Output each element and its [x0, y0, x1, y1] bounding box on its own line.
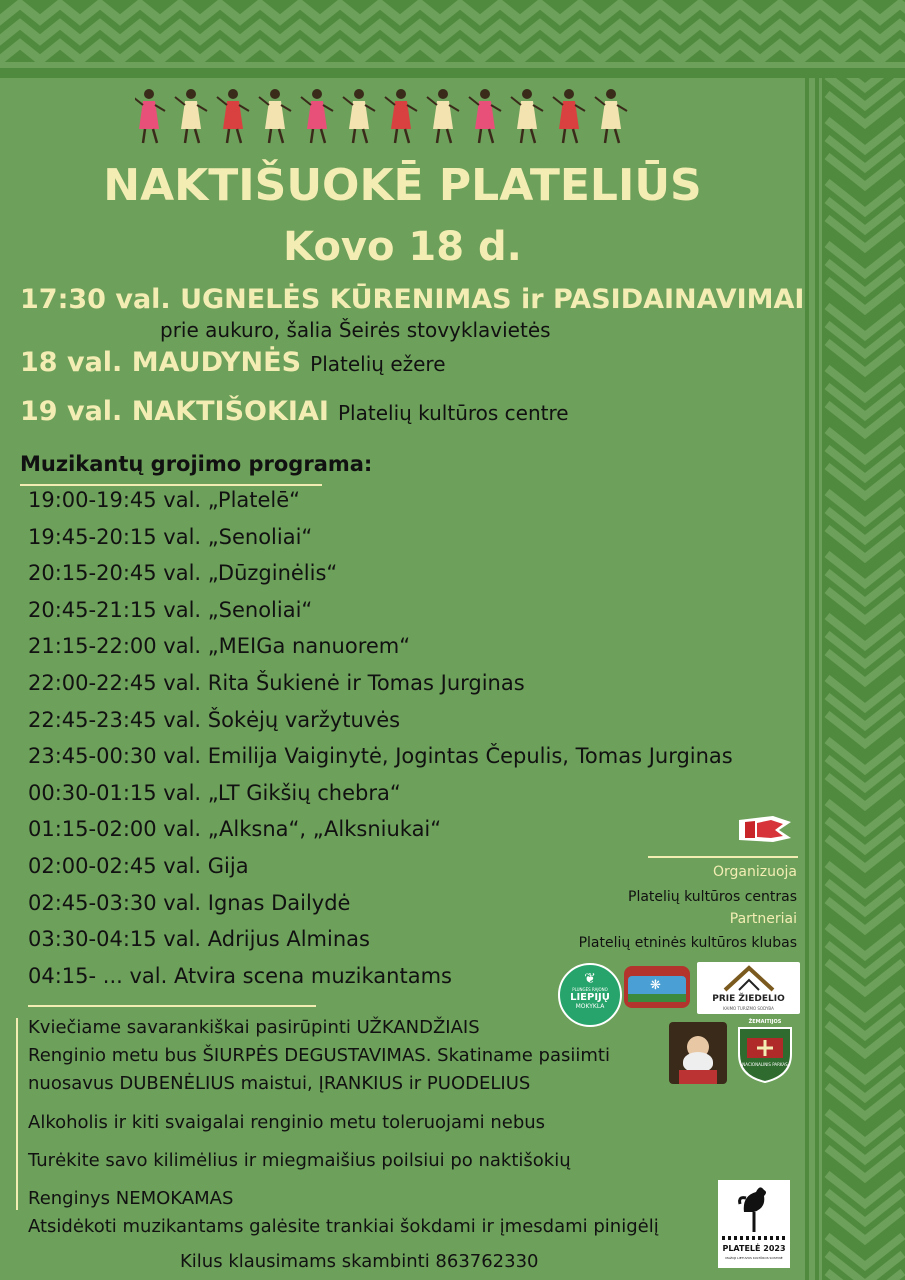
man-portrait-logo	[669, 1022, 727, 1084]
dancer-figure	[427, 89, 459, 143]
folk-dancers-illustration	[135, 85, 655, 147]
flower-icon: ❋	[650, 978, 661, 993]
program-item: 02:45-03:30 val. Ignas Dailydė	[28, 890, 351, 915]
organizers-divider	[648, 856, 798, 858]
program-bottom-divider	[28, 1005, 316, 1007]
program-item: 04:15- ... val. Atvira scena muzikantams	[28, 963, 452, 988]
platele-community-logo	[624, 966, 690, 1008]
program-item: 19:00-19:45 val. „Platelē“	[28, 488, 301, 512]
program-item: 01:15-02:00 val. „Alksna“, „Alksniukai“	[28, 817, 442, 842]
info-side-line	[16, 1018, 18, 1210]
program-item: 22:45-23:45 val. Šokėjų varžytuvės	[28, 707, 401, 732]
dancer-figure	[343, 89, 375, 143]
event-place-dances: Platelių kultūros centre	[338, 401, 569, 425]
liepiju-school-logo	[558, 963, 622, 1027]
program-heading-underline	[20, 484, 322, 486]
logo-school-sub: MOKYKLA	[575, 1003, 605, 1010]
partners-label: Partneriai	[729, 911, 797, 927]
info-mats: Turėkite savo kilimėlius ir miegmaišius poilsiui po naktišokių	[28, 1150, 571, 1171]
info-dishes: nuosavus DUBENĖLIUS maistui, ĮRANKIUS ir PUODELIUS	[28, 1073, 531, 1094]
event-item-bonfire: 17:30 val. UGNELĖS KŪRENIMAS ir PASIDAINAVIMAI	[20, 284, 805, 315]
dancer-figure	[385, 89, 417, 143]
rooster-icon	[734, 1182, 774, 1234]
flag-logo-icon	[735, 812, 795, 848]
info-free: Renginys NEMOKAMAS	[28, 1188, 234, 1209]
event-date: Kovo 18 d.	[283, 224, 522, 270]
dancer-figure	[511, 89, 543, 143]
platele-2023-logo	[718, 1180, 790, 1268]
event-item-swimming	[20, 347, 446, 378]
dancer-figure	[553, 89, 585, 143]
logo-prie-ziedelio-sub: KAIMO TURIZMO SODYBA	[723, 1006, 774, 1011]
dancer-figure	[301, 89, 333, 143]
logo-prie-ziedelio-name: PRIE ŽIEDELIO	[712, 994, 785, 1004]
program-item: 20:45-21:15 val. „Senoliai“	[28, 597, 313, 622]
event-place-swimming: Platelių ežere	[310, 352, 446, 376]
prie-ziedelio-logo	[697, 962, 800, 1014]
park-shield-icon	[733, 1020, 797, 1084]
info-alcohol: Alkoholis ir kiti svaigalai renginio metu toleruojami nebus	[28, 1112, 546, 1133]
info-tasting: Renginio metu bus ŠIURPĖS DEGUSTAVIMAS. Skatiname pasiimti	[28, 1045, 610, 1066]
program-item: 02:00-02:45 val. Gija	[28, 853, 249, 878]
program-item: 19:45-20:15 val. „Senoliai“	[28, 524, 313, 549]
program-item: 00:30-01:15 val. „LT Gikšių chebra“	[28, 780, 401, 805]
logo-park-top: ŽEMAITIJOS	[748, 1019, 782, 1025]
dancer-figure	[259, 89, 291, 143]
program-item: 21:15-22:00 val. „MEIGa nanuorem“	[28, 634, 411, 659]
event-title-dances: 19 val. NAKTIŠOKIAI	[20, 396, 329, 427]
partner-name: Platelių etninės kultūros klubas	[578, 935, 797, 951]
dancer-figure	[595, 89, 627, 143]
house-roof-icon	[719, 964, 779, 994]
logo-school-top: PLUNGĖS RAJONO	[572, 987, 608, 992]
program-item: 03:30-04:15 val. Adrijus Alminas	[28, 927, 370, 952]
info-snacks: Kviečiame savarankiškai pasirūpinti UŽKANDŽIAIS	[28, 1017, 480, 1038]
dancer-figure	[135, 89, 165, 143]
event-item-dances	[20, 396, 569, 427]
event-title-swimming: 18 val. MAUDYNĖS	[20, 347, 302, 378]
info-contact-phone: Kilus klausimams skambinti 863762330	[180, 1251, 539, 1272]
zemaitijos-park-logo	[733, 1020, 797, 1084]
dancer-figure	[175, 89, 207, 143]
program-item: 22:00-22:45 val. Rita Šukienė ir Tomas Jurginas	[28, 670, 525, 695]
right-chevron-border	[805, 78, 905, 1280]
tree-icon: ❦	[584, 971, 596, 987]
top-zigzag-border	[0, 0, 905, 78]
program-item: 20:15-20:45 val. „Dūzginėlis“	[28, 561, 338, 586]
logo-school-name: LIEPIJŲ	[570, 992, 610, 1003]
dancer-figure	[217, 89, 249, 143]
event-title: NAKTIŠUOKĒ PLATELIŪS	[103, 160, 702, 211]
info-tip-musicians: Atsidėkoti muzikantams galėsite trankiai šokdami ir įmesdami pinigėlį	[28, 1216, 659, 1237]
program-item: 23:45-00:30 val. Emilija Vaiginytė, Jogintas Čepulis, Tomas Jurginas	[28, 744, 733, 769]
logo-platele-sub: MAŽOJI LIETUVOS KULTŪROS SOSTINĖ	[725, 1256, 783, 1260]
organizers-label: Organizuoja	[712, 864, 797, 880]
logo-park-bottom: NACIONALINIS PARKAS	[742, 1062, 788, 1067]
program-heading: Muzikantų grojimo programa:	[20, 452, 373, 476]
logo-platele-year: PLATELĖ 2023	[722, 1244, 786, 1253]
event-place-bonfire: prie aukuro, šalia Šeirės stovyklavietės	[160, 318, 551, 342]
dancer-figure	[469, 89, 501, 143]
organizer-name: Platelių kultūros centras	[628, 889, 797, 905]
